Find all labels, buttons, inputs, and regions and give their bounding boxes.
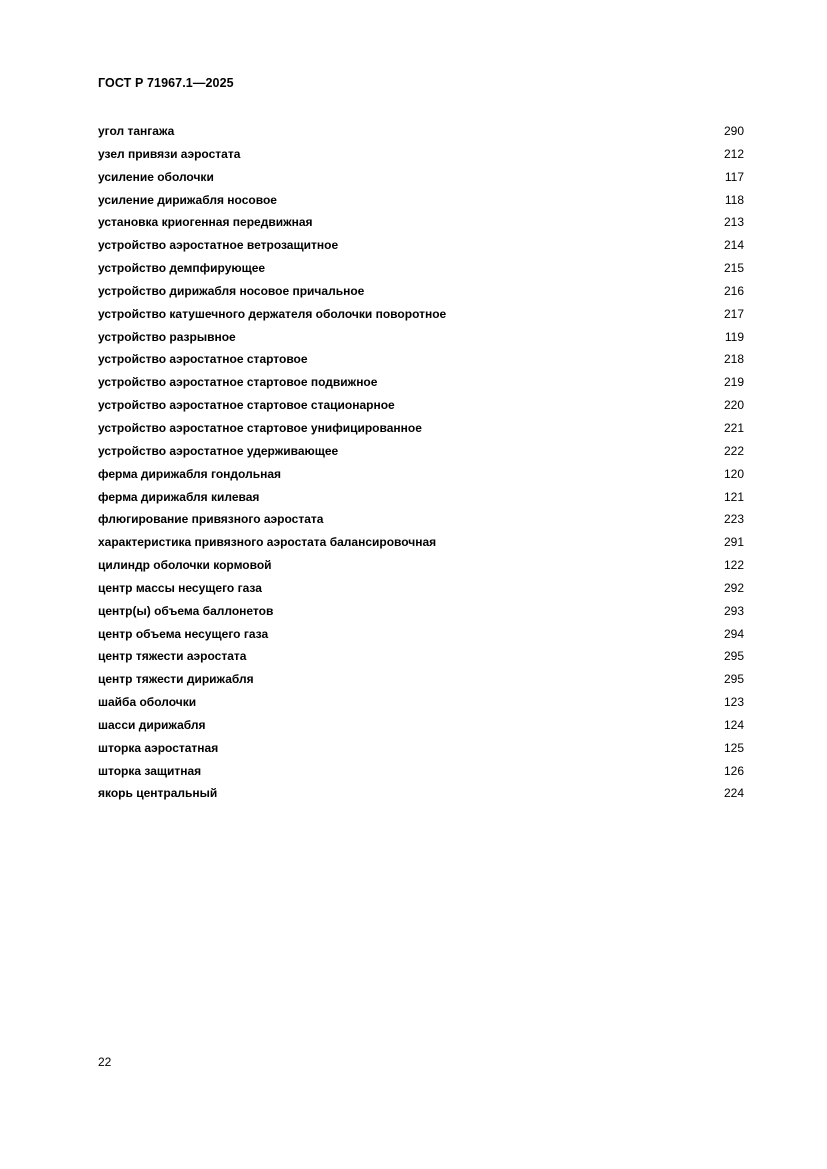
index-number: 122 bbox=[723, 558, 744, 573]
index-entry bbox=[98, 258, 744, 281]
index-entry bbox=[98, 327, 744, 350]
index-entry bbox=[98, 715, 744, 738]
index-number: 124 bbox=[723, 717, 744, 732]
index-term: угол тангажа bbox=[98, 124, 175, 138]
index-term: характеристика привязного аэростата балансировочная bbox=[98, 535, 437, 550]
index-term: цилиндр оболочки кормовой bbox=[98, 558, 272, 573]
index-term: ферма дирижабля килевая bbox=[98, 489, 260, 504]
index-entry bbox=[98, 441, 744, 464]
index-number: 219 bbox=[723, 375, 744, 390]
index-number: 214 bbox=[723, 238, 744, 253]
index-term: устройство разрывное bbox=[98, 329, 236, 344]
index-number: 216 bbox=[723, 283, 744, 298]
index-number: 291 bbox=[723, 535, 744, 550]
index-number: 117 bbox=[724, 169, 744, 184]
index-entry bbox=[98, 167, 744, 190]
index-number: 212 bbox=[723, 146, 744, 161]
index-term: устройство аэростатное удерживающее bbox=[98, 443, 339, 458]
index-number: 119 bbox=[724, 329, 744, 344]
index-entry bbox=[98, 372, 744, 395]
index-entry bbox=[98, 395, 744, 418]
index-number: 120 bbox=[723, 466, 744, 481]
index-term: центр массы несущего газа bbox=[98, 580, 262, 595]
index-number: 294 bbox=[723, 626, 744, 641]
index-entry bbox=[98, 304, 744, 327]
index-term: шайба оболочки bbox=[98, 695, 197, 710]
index-term: флюгирование привязного аэростата bbox=[98, 512, 324, 527]
index-number: 118 bbox=[724, 192, 744, 207]
index-entry bbox=[98, 418, 744, 441]
index-entry bbox=[98, 235, 744, 258]
index-term: устройство демпфирующее bbox=[98, 261, 266, 276]
index-number: 220 bbox=[723, 398, 744, 413]
index-term: центр(ы) объема баллонетов bbox=[98, 603, 274, 618]
index-entry bbox=[98, 509, 744, 532]
index-term: устройство аэростатное стартовое унифицированное bbox=[98, 420, 422, 435]
index-entry bbox=[98, 464, 744, 487]
index-term: усиление оболочки bbox=[98, 169, 214, 184]
index-entry bbox=[98, 601, 744, 624]
index-number: 295 bbox=[723, 672, 744, 687]
index-number: 222 bbox=[723, 443, 744, 458]
document-header: ГОСТ Р 71967.1—2025 bbox=[98, 76, 234, 90]
index-entry bbox=[98, 121, 744, 144]
index-entry bbox=[98, 555, 744, 578]
index-entry bbox=[98, 669, 744, 692]
index-entry bbox=[98, 624, 744, 647]
index-number: 223 bbox=[723, 512, 744, 527]
index-term: узел привязи аэростата bbox=[98, 146, 241, 161]
index-term: центр тяжести дирижабля bbox=[98, 672, 254, 687]
index-entry bbox=[98, 487, 744, 510]
page-number: 22 bbox=[98, 1055, 112, 1069]
term-index-list bbox=[98, 121, 744, 806]
index-term: центр объема несущего газа bbox=[98, 626, 269, 641]
index-number: 123 bbox=[723, 695, 744, 710]
index-number: 121 bbox=[723, 489, 744, 504]
index-number: 125 bbox=[723, 740, 744, 755]
index-number: 126 bbox=[723, 763, 744, 778]
index-term: установка криогенная передвижная bbox=[98, 215, 313, 230]
index-term: шторка защитная bbox=[98, 763, 202, 778]
index-number: 221 bbox=[723, 420, 744, 435]
index-term: центр тяжести аэростата bbox=[98, 649, 247, 664]
index-term: усиление дирижабля носовое bbox=[98, 192, 277, 207]
index-entry bbox=[98, 190, 744, 213]
index-entry bbox=[98, 761, 744, 784]
index-entry bbox=[98, 281, 744, 304]
index-number: 217 bbox=[723, 306, 744, 321]
index-number: 290 bbox=[723, 124, 744, 138]
index-term: якорь центральный bbox=[98, 786, 218, 801]
index-entry bbox=[98, 532, 744, 555]
index-entry bbox=[98, 349, 744, 372]
index-number: 213 bbox=[723, 215, 744, 230]
index-term: устройство аэростатное стартовое подвижное bbox=[98, 375, 378, 390]
index-term: устройство аэростатное ветрозащитное bbox=[98, 238, 339, 253]
index-term: шторка аэростатная bbox=[98, 740, 219, 755]
index-entry bbox=[98, 212, 744, 235]
index-term: устройство катушечного держателя оболочки поворотное bbox=[98, 306, 447, 321]
index-number: 218 bbox=[723, 352, 744, 367]
index-number: 215 bbox=[723, 261, 744, 276]
index-number: 292 bbox=[723, 580, 744, 595]
index-number: 293 bbox=[723, 603, 744, 618]
index-entry bbox=[98, 646, 744, 669]
index-number: 295 bbox=[723, 649, 744, 664]
index-entry bbox=[98, 783, 744, 806]
index-term: ферма дирижабля гондольная bbox=[98, 466, 282, 481]
index-term: шасси дирижабля bbox=[98, 717, 206, 732]
index-entry bbox=[98, 578, 744, 601]
index-entry bbox=[98, 692, 744, 715]
index-term: устройство аэростатное стартовое bbox=[98, 352, 308, 367]
index-term: устройство дирижабля носовое причальное bbox=[98, 283, 365, 298]
index-entry bbox=[98, 738, 744, 761]
index-entry bbox=[98, 144, 744, 167]
index-number: 224 bbox=[723, 786, 744, 801]
index-term: устройство аэростатное стартовое стационарное bbox=[98, 398, 395, 413]
